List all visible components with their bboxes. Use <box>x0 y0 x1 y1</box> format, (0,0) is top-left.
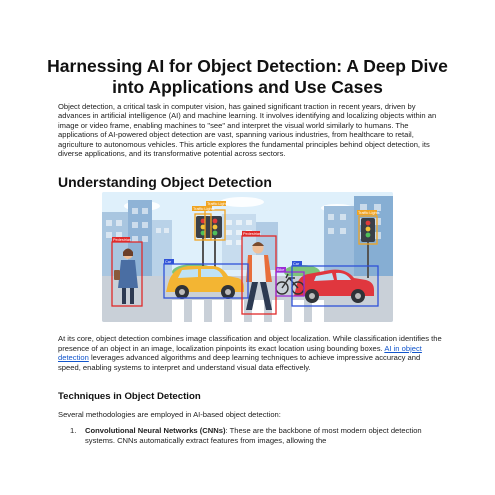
techniques-list <box>70 426 442 446</box>
list-item-body <box>85 426 442 446</box>
object-detection-illustration <box>102 192 393 322</box>
body-paragraph-core <box>58 334 443 372</box>
label-traffic-light-right: Traffic Lights <box>358 211 380 215</box>
list-number: 1. <box>70 426 77 435</box>
label-pedestrian-left: Pedestrian <box>113 238 132 242</box>
article-title: Harnessing AI for Object Detection: A Deep Dive into Applications and Use Cases <box>47 56 448 97</box>
para-text-before-link: At its core, object detection combines image classification and object localization. While classification identifies the presence of an object in an image, localization pinpoints its exact location using bounding boxes. <box>58 334 442 353</box>
techniques-intro: Several methodologies are employed in AI-based object detection: <box>58 410 281 419</box>
list-term: Convolutional Neural Networks (CNNs) <box>85 426 226 435</box>
intro-paragraph: Object detection, a critical task in computer vision, has gained significant traction in recent years, driven by advances in artificial intelligence (AI) and machine learning. It involves identifying and localizing objects within an image or video frame, enabling machines to "see" and interpret the visual world similarly to humans. The applications of AI-powered object detection are vast, spanning various industries, from healthcare to retail, agriculture to autonomous vehicles. This article explores the fundamental principles behind object detection, its diverse applications, and its transformative potential across sectors. <box>58 102 437 159</box>
label-traffic-light-center: Traffic Lights <box>207 202 229 206</box>
list-text: : These are the backbone of most modern object detection systems. CNNs automatically extract features from images, allowing the <box>85 426 422 445</box>
label-car-left: Car <box>165 260 172 264</box>
label-traffic-light-left: Traffic Lights <box>193 207 215 211</box>
para-text-after-link: leverages advanced algorithms and deep learning techniques to achieve impressive accuracy and speed, enabling systems to interpret and understand visual data effectively. <box>58 353 421 372</box>
street-scene <box>102 192 393 322</box>
label-car-right: Car <box>293 262 300 266</box>
section-heading: Understanding Object Detection <box>58 174 272 190</box>
subheading-techniques: Techniques in Object Detection <box>58 391 201 402</box>
label-pedestrian-center: Pedestrian <box>243 232 262 236</box>
label-bike: Bike <box>277 268 285 272</box>
list-item <box>70 426 442 446</box>
ai-object-detection-link[interactable]: AI in object detection <box>58 343 422 363</box>
